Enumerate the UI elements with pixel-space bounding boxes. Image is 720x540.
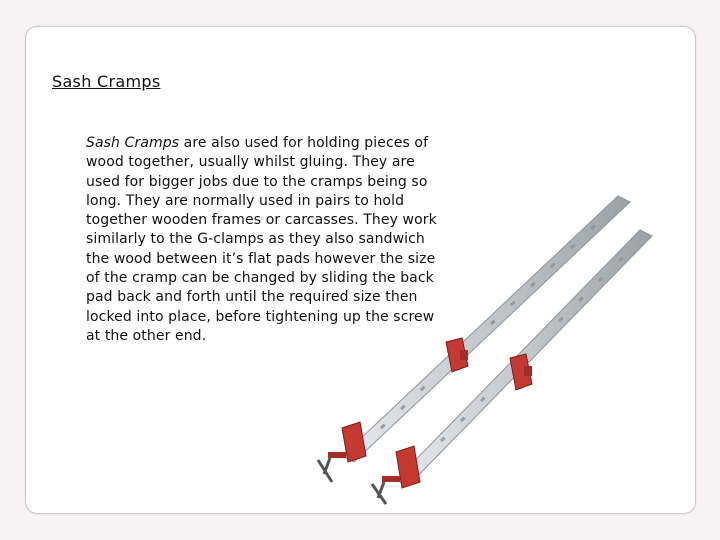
body-description: are also used for holding pieces of wood together, usually whilst gluing. They are used for bigger jobs due to the cramps being so long. They are normally used in pairs to hold together wooden frames or carcasses. They work similarly to the G-clamps as they also sandwich the wood between it’s flat pads however the size of the cramp can be changed by sliding the back pad back and forth until the required size then locked into place, before tightening up the screw at the other end.: [86, 135, 437, 344]
sash-cramp-2: [372, 230, 652, 504]
head-pad-1: [318, 422, 366, 482]
sash-cramps-image: [300, 190, 660, 510]
slide-title: Sash Cramps: [52, 72, 161, 91]
body-term: Sash Cramps: [86, 135, 180, 151]
sash-cramp-1: [318, 196, 630, 482]
head-pad-2: [372, 446, 420, 504]
